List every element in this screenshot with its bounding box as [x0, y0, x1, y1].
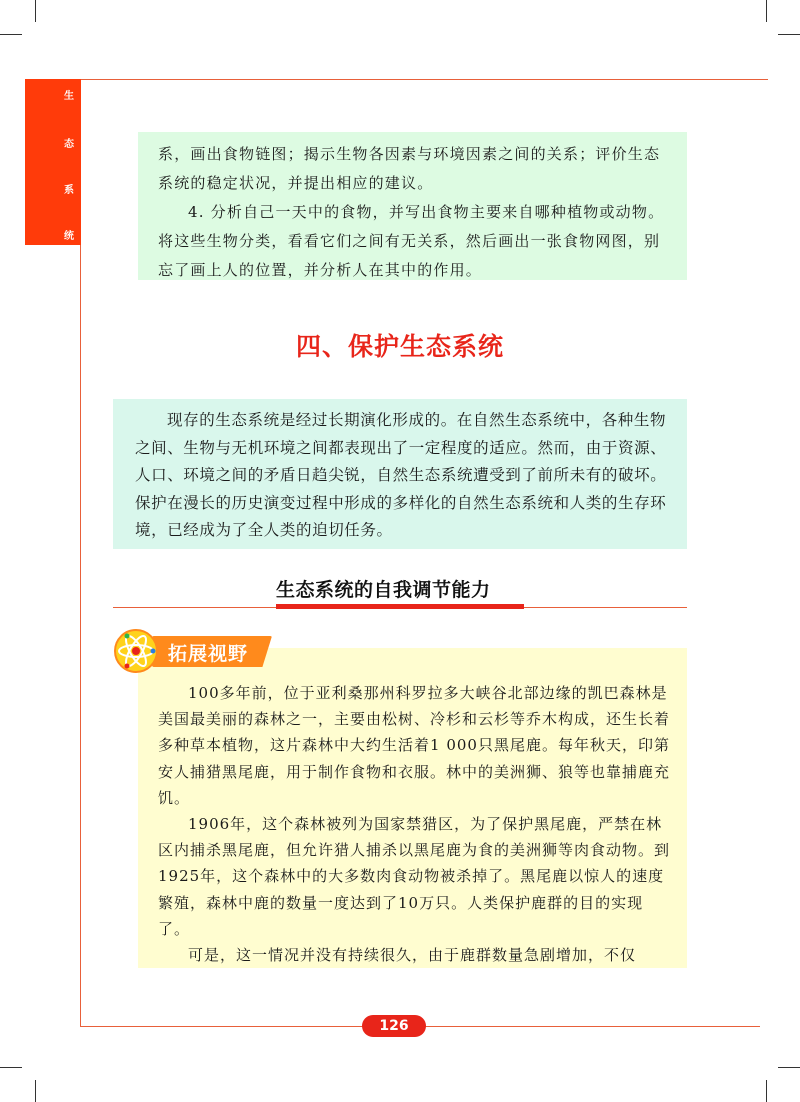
crop-mark	[35, 1080, 36, 1102]
activity-item-4: 4. 分析自己一天中的食物，并写出食物主要来自哪种植物或动物。将这些生物分类，看看它们之间有无关系，然后画出一张食物网图，别忘了画上人的位置，并分析人在其中的作用。	[158, 203, 665, 279]
subsection-rule-accent	[276, 604, 524, 609]
crop-mark	[35, 0, 36, 22]
intro-text: 现存的生态系统是经过长期演化形成的。在自然生态系统中，各种生物之间、生物与无机环境之间都表现出了一定程度的适应。然而，由于资源、人口、环境之间的矛盾日趋尖锐，自然生态系统遭受到了前所未有的破坏。保护在漫长的历史演变过程中形成的多样化的自然生态系统和人类的生存环境，已经成为了全人类的迫切任务。	[135, 411, 667, 539]
side-tab-char: 态	[64, 139, 74, 150]
crop-mark	[766, 1080, 767, 1102]
badge-label: 拓展视野	[168, 643, 249, 665]
extension-paragraph: 可是，这一情况并没有持续很久，由于鹿群数量急剧增加，不仅	[188, 946, 637, 965]
intro-box	[113, 399, 687, 549]
section-title: 四、保护生态系统	[295, 332, 504, 361]
chapter-side-tab	[25, 79, 81, 245]
side-tab-char: 系	[64, 185, 74, 196]
extension-paragraph: 1906年，这个森林被列为国家禁猎区，为了保护黑尾鹿，严禁在林区内捕杀黑尾鹿，但允许猎人捕杀以黑尾鹿为食的美洲狮等肉食动物。到1925年，这个森林中的大多数肉食动物被杀掉了。黑尾鹿以惊人的速度繁殖，森林中鹿的数量一度达到了10万只。人类保护鹿群的目的实现了。	[158, 815, 671, 938]
top-rule	[80, 79, 768, 80]
page-number: 126	[362, 1015, 426, 1037]
side-tab-char: 生	[64, 91, 74, 102]
atom-icon	[112, 627, 164, 675]
extension-box	[138, 648, 687, 968]
activity-box	[138, 132, 687, 280]
activity-text: 系，画出食物链图；揭示生物各因素与环境因素之间的关系；评价生态系统的稳定状况，并提出相应的建议。	[158, 145, 661, 192]
extension-badge	[112, 627, 276, 675]
extension-paragraph: 100多年前，位于亚利桑那州科罗拉多大峡谷北部边缘的凯巴森林是美国最美丽的森林之一，主要由松树、冷杉和云杉等乔木构成，还生长着多种草本植物，这片森林中大约生活着1 000只黑尾鹿。每年秋天，印第安人捕猎黑尾鹿，用于制作食物和衣服。林中的美洲狮、狼等也靠捕鹿充饥。	[158, 684, 671, 807]
subsection-title: 生态系统的自我调节能力	[276, 579, 491, 601]
crop-mark	[778, 34, 800, 35]
side-tab-char: 统	[64, 231, 74, 242]
crop-mark	[0, 1067, 22, 1068]
crop-mark	[766, 0, 767, 22]
crop-mark	[778, 1067, 800, 1068]
crop-mark	[0, 34, 22, 35]
